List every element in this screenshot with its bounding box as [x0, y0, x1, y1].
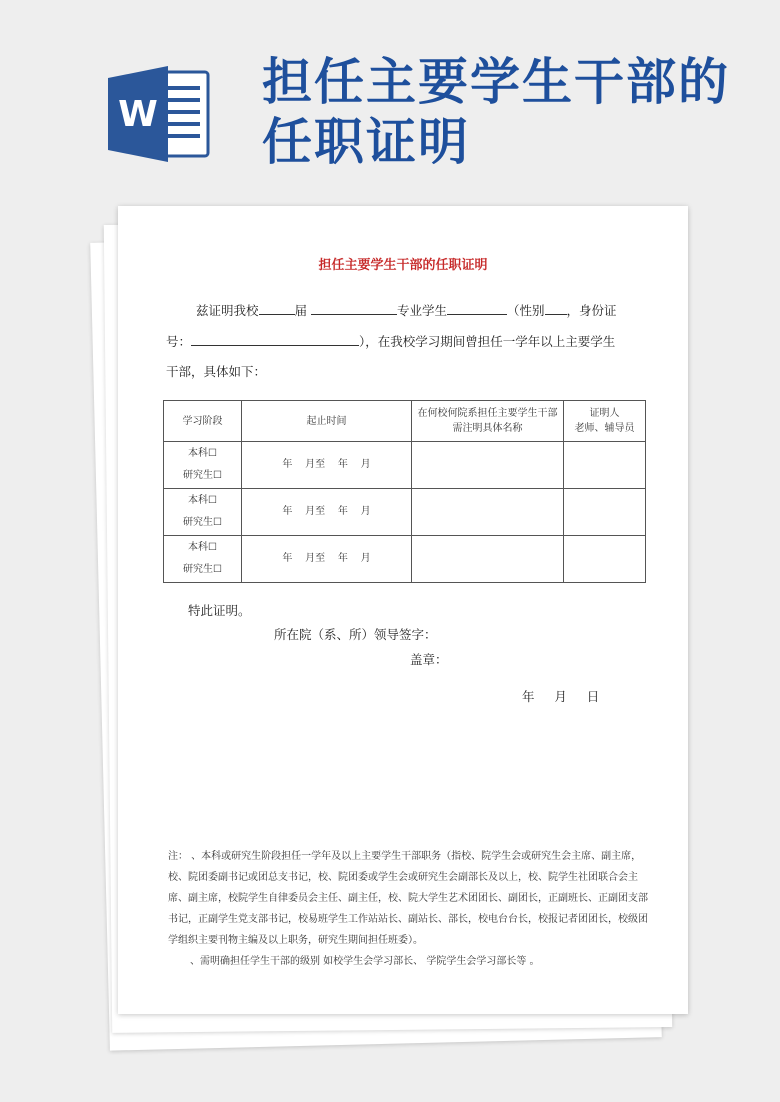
header-witness-line1: 证明人 — [589, 408, 620, 419]
stage-cell — [164, 489, 242, 536]
position-cell[interactable] — [412, 536, 564, 583]
header-study-stage: 学习阶段 — [164, 401, 242, 442]
word-logo-letter: W — [118, 94, 158, 135]
student-name-field[interactable] — [447, 300, 507, 315]
document-page — [118, 206, 688, 1014]
undergraduate-checkbox[interactable]: 本科☐ — [188, 495, 217, 506]
header-period: 起止时间 — [242, 401, 412, 442]
table-row — [164, 489, 646, 536]
position-cell[interactable] — [412, 442, 564, 489]
intro-text-2: 届 — [294, 303, 308, 318]
table-row — [164, 536, 646, 583]
undergraduate-checkbox[interactable]: 本科☐ — [188, 448, 217, 459]
intro-text-1: 兹证明我校 — [196, 303, 259, 318]
note-1: 注： 、本科或研究生阶段担任一学年及以上主要学生干部职务（指校、院学生会或研究生会主席、副主席，校、院团委副书记或团总支书记，校、院团委或学生会或研究生会副部长及以上，校、院学生社团联合会主席、副主席，校院学生自律委员会主任、副主任，校、院大学生艺术团团长、副团长，正副班长、正副团支部书记，正副学生党支部书记，校易班学生工作站站长、副站长、部长，校电台台长，校报记者团团长，校级团学组织主要刊物主编及以上职务，研究生期间担任班委）。 — [168, 851, 648, 946]
table-header-row — [164, 401, 646, 442]
graduate-checkbox[interactable]: 研究生☐ — [183, 564, 222, 575]
major-field[interactable] — [311, 300, 397, 315]
intro-line-2 — [166, 331, 615, 350]
banner-title: 担任主要学生干部的任职证明 — [262, 53, 730, 171]
period-cell[interactable]: 年 月至 年 月 — [242, 536, 412, 583]
date-label: 年 月 日 — [522, 689, 600, 704]
document-title: 担任主要学生干部的任职证明 — [318, 258, 488, 273]
closing-statement: 特此证明。 — [188, 603, 251, 618]
header-position-line1: 在何校何院系担任主要学生干部 — [417, 408, 558, 419]
stage-cell — [164, 442, 242, 489]
period-cell[interactable]: 年 月至 年 月 — [242, 489, 412, 536]
position-cell[interactable] — [412, 489, 564, 536]
graduate-checkbox[interactable]: 研究生☐ — [183, 470, 222, 481]
intro-line-1 — [196, 300, 617, 319]
header-position — [412, 401, 564, 442]
graduation-year-field[interactable] — [259, 300, 295, 315]
id-number-field[interactable] — [191, 331, 359, 346]
signature-label: 所在院（系、所）领导签字： — [274, 627, 437, 642]
table-row — [164, 442, 646, 489]
position-record-table — [163, 400, 646, 583]
undergraduate-checkbox[interactable]: 本科☐ — [188, 542, 217, 553]
stage-cell — [164, 536, 242, 583]
intro-text-6: 号： — [166, 334, 192, 349]
period-cell[interactable]: 年 月至 年 月 — [242, 442, 412, 489]
gender-field[interactable] — [545, 300, 567, 315]
header-position-line2: 需注明具体名称 — [452, 423, 523, 434]
notes-section — [168, 846, 656, 972]
intro-text-7: ），在我校学习期间曾担任一学年以上主要学生 — [359, 334, 616, 349]
intro-text-4: （性别 — [507, 303, 545, 318]
seal-label: 盖章： — [410, 652, 448, 667]
intro-text-5: ，身份证 — [566, 303, 617, 318]
intro-text-3: 专业学生 — [397, 303, 448, 318]
intro-line-3: 干部，具体如下： — [166, 364, 267, 379]
witness-cell[interactable] — [564, 442, 646, 489]
note-2: 、需明确担任学生干部的级别 如校学生会学习部长、 学院学生会学习部长等 。 — [190, 956, 540, 967]
word-logo-icon — [108, 66, 212, 162]
header-witness — [564, 401, 646, 442]
graduate-checkbox[interactable]: 研究生☐ — [183, 517, 222, 528]
witness-cell[interactable] — [564, 489, 646, 536]
witness-cell[interactable] — [564, 536, 646, 583]
header-witness-line2: 老师、辅导员 — [574, 423, 635, 434]
